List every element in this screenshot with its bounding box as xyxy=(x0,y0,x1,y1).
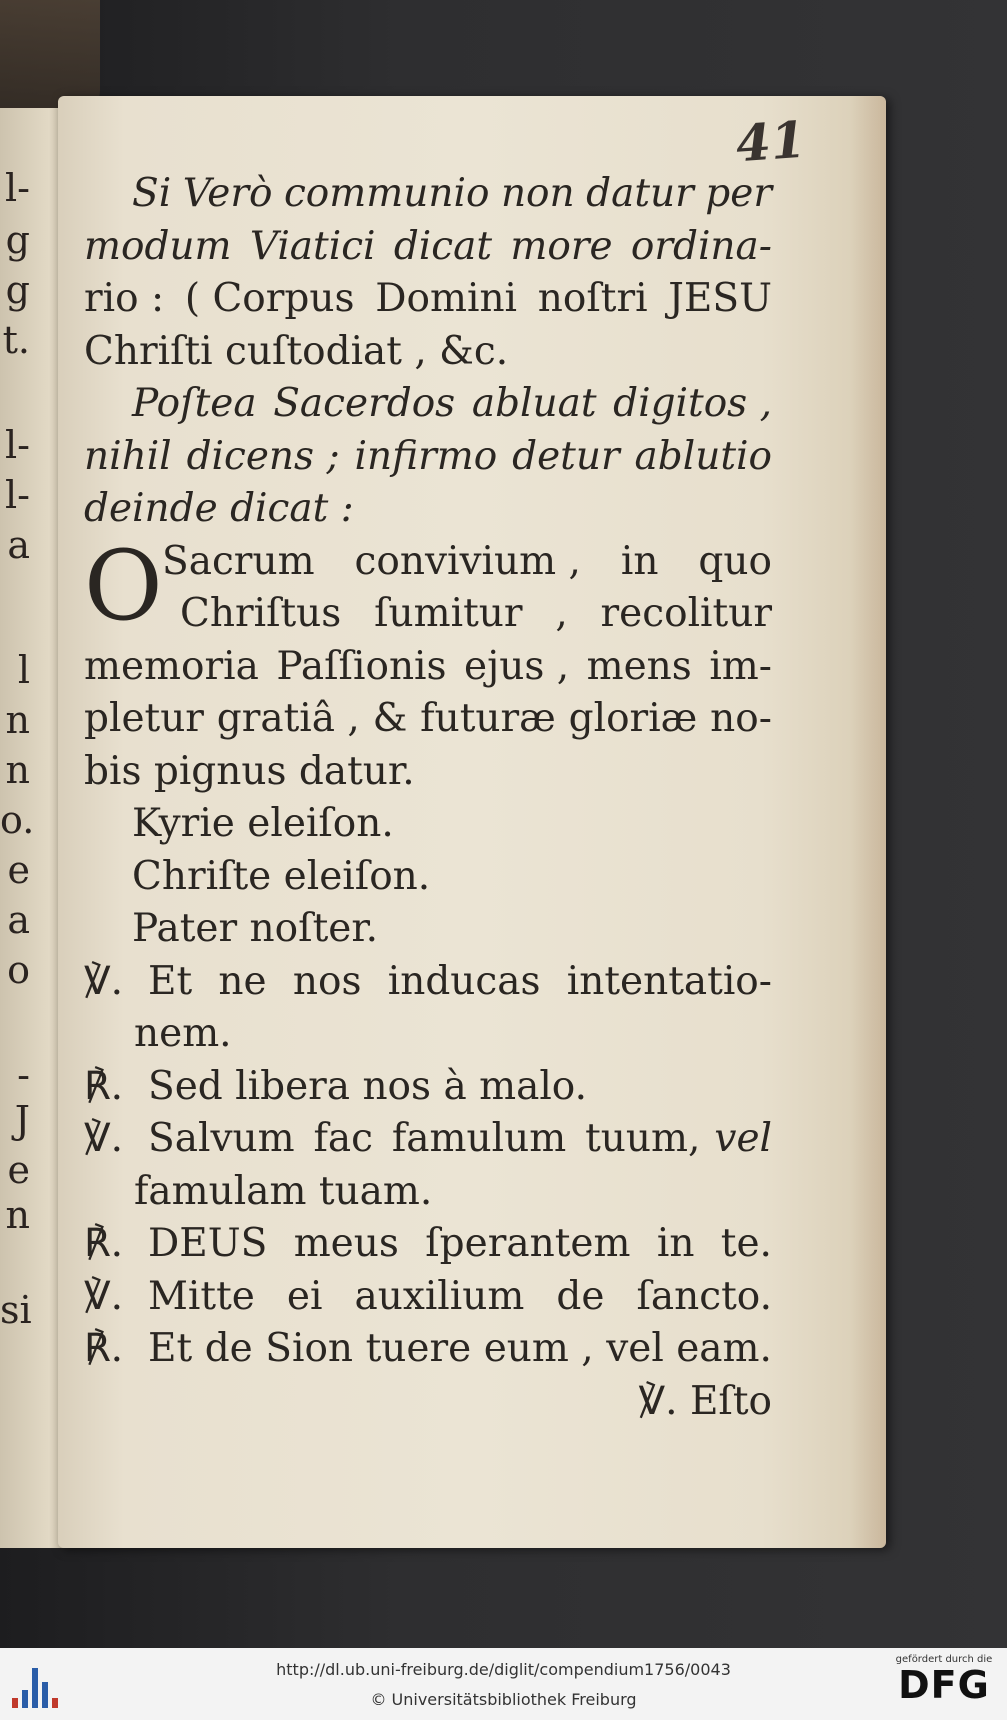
word: tuere xyxy=(365,1326,472,1371)
word: nos xyxy=(292,958,362,1004)
word: Salvum xyxy=(148,1116,295,1161)
response-line xyxy=(84,1323,772,1376)
word: auxilium xyxy=(354,1273,525,1319)
word: infirmo xyxy=(354,433,498,479)
response-symbol: ℟. xyxy=(84,1326,124,1371)
dfg-wordmark: DFG xyxy=(898,1663,990,1707)
text-line: Chriſte eleiſon. xyxy=(132,853,431,899)
previous-page-fragment: J xyxy=(14,1098,30,1142)
text-line: deinde dicat : xyxy=(84,486,354,531)
word: , xyxy=(555,591,568,636)
text-line: bis pignus datur. xyxy=(84,748,415,794)
response-symbol: ℟. xyxy=(84,1063,124,1109)
word: de xyxy=(556,1273,605,1319)
previous-page-fragment: n xyxy=(5,1193,30,1237)
word: vel eam. xyxy=(606,1326,772,1371)
word: gloriæ xyxy=(568,696,698,741)
source-url-link[interactable]: http://dl.ub.uni-freiburg.de/diglit/compendium1756/0043 xyxy=(276,1660,731,1679)
word: meus xyxy=(293,1221,399,1266)
word: more xyxy=(510,223,613,269)
dfg-logo xyxy=(889,1654,999,1705)
word: tuum, xyxy=(585,1116,701,1161)
versicle-symbol: ℣. xyxy=(84,1116,124,1161)
text-line: famulam tuam. xyxy=(134,1168,433,1214)
folio-number: 41 xyxy=(734,109,808,174)
previous-page-fragment: n xyxy=(5,748,30,792)
word: datur xyxy=(586,171,694,216)
previous-page-fragment: o. xyxy=(0,798,35,842)
word: digitos , xyxy=(613,381,772,426)
word: non xyxy=(500,171,575,216)
footer-bar xyxy=(0,1648,1007,1720)
word: pletur xyxy=(84,696,204,741)
versicle-text xyxy=(148,1271,772,1324)
word: noſtri xyxy=(537,276,648,321)
word: famulum xyxy=(391,1116,567,1161)
word: Paſſionis xyxy=(276,643,447,689)
text-line: Kyrie eleiſon. xyxy=(132,801,394,846)
previous-page-fragment: t. xyxy=(2,318,30,362)
word: ejus , xyxy=(464,643,570,689)
text-line xyxy=(84,588,772,641)
previous-page-fragment: a xyxy=(7,898,30,942)
previous-page-fragment: g xyxy=(5,218,30,262)
versicle-symbol: ℣. xyxy=(84,958,124,1004)
text-line: Chriſti cuſtodiat , &c. xyxy=(84,328,509,374)
word: Domini xyxy=(375,276,518,321)
text-line xyxy=(84,431,772,484)
word: Et xyxy=(148,958,193,1004)
vel-word: vel xyxy=(714,1116,772,1161)
text-line xyxy=(84,536,772,589)
versicle-line xyxy=(84,1113,772,1166)
word: no- xyxy=(710,696,772,741)
word: rio : xyxy=(84,276,165,321)
previous-page-fragment: n xyxy=(5,698,30,742)
word: ne xyxy=(218,958,267,1004)
drop-cap-paragraph xyxy=(84,529,772,642)
previous-page-fragment: l- xyxy=(5,423,30,467)
previous-page-fragment: e xyxy=(7,1148,30,1192)
word: Et xyxy=(148,1326,193,1371)
previous-page-fragment: si xyxy=(0,1288,32,1332)
versicle-symbol: ℣. xyxy=(84,1273,124,1319)
response-line xyxy=(84,1061,772,1114)
response-text xyxy=(148,1323,772,1376)
word: ſperantem xyxy=(425,1221,631,1266)
drop-cap: O xyxy=(84,529,163,642)
word: mens xyxy=(586,643,692,689)
word: Viatici xyxy=(249,223,376,269)
previous-page-fragment: e xyxy=(7,848,30,892)
word: Si xyxy=(132,171,172,216)
word: in xyxy=(656,1221,695,1266)
previous-page-fragment: - xyxy=(17,1053,30,1097)
word: Sacrum xyxy=(162,538,315,584)
text-line xyxy=(84,641,772,694)
previous-page-fragment: l- xyxy=(5,166,30,210)
word: DEUS xyxy=(148,1221,268,1266)
response-text xyxy=(148,1218,772,1271)
text-line xyxy=(84,693,772,746)
word: Chriſtus xyxy=(180,591,342,636)
word: convivium , xyxy=(354,538,581,584)
word: detur xyxy=(512,433,620,479)
word: inducas xyxy=(387,958,541,1004)
catchword: ℣. Eſto xyxy=(638,1378,772,1424)
word: ſancto. xyxy=(636,1273,772,1319)
text-line: Pater noſter. xyxy=(132,906,379,951)
word: gratiâ , xyxy=(216,696,360,741)
copyright-text: © Universitätsbibliothek Freiburg xyxy=(370,1690,637,1709)
word: eum , xyxy=(483,1326,594,1371)
previous-page-fragment: l- xyxy=(5,473,30,517)
word: nihil xyxy=(84,433,172,479)
previous-page-fragment: g xyxy=(5,268,30,312)
versicle-line xyxy=(84,1271,772,1324)
text-line xyxy=(84,168,772,221)
word: ei xyxy=(286,1273,323,1319)
previous-page-fragment: a xyxy=(7,523,30,567)
versicle-text xyxy=(148,1113,772,1166)
word: Sacerdos xyxy=(273,381,456,426)
versicle-words xyxy=(148,1113,714,1166)
word: Poſtea xyxy=(132,381,257,426)
word: dicat xyxy=(393,223,493,269)
page-text xyxy=(84,168,772,1428)
response-symbol: ℟. xyxy=(84,1221,124,1266)
word: ſumitur xyxy=(374,591,523,636)
previous-page-fragment: o xyxy=(7,948,30,992)
word: futuræ xyxy=(420,696,556,741)
word: Mitte xyxy=(148,1273,255,1319)
text-line xyxy=(84,378,772,431)
word: memoria xyxy=(84,643,259,689)
word: fac xyxy=(313,1116,373,1161)
word: Sion xyxy=(265,1326,354,1371)
word: Verò xyxy=(182,171,273,216)
previous-page-fragment: l xyxy=(17,648,30,692)
word: modum xyxy=(84,223,232,269)
word: ( Corpus xyxy=(184,276,355,321)
word: JESU xyxy=(668,276,772,321)
response-text: Sed libera nos à malo. xyxy=(148,1063,587,1109)
text-line: nem. xyxy=(134,1011,232,1056)
word: ordina- xyxy=(630,223,772,269)
word: dicens ; xyxy=(186,433,340,479)
word: de xyxy=(204,1326,253,1371)
word: im- xyxy=(709,643,772,689)
response-line xyxy=(84,1218,772,1271)
word: intentatio- xyxy=(566,958,772,1004)
word: per xyxy=(705,171,772,216)
versicle-text xyxy=(148,956,772,1009)
word: & xyxy=(372,696,408,741)
word: communio xyxy=(283,171,490,216)
word: recolitur xyxy=(600,591,772,636)
word: quo xyxy=(698,538,772,584)
dfg-caption: gefördert durch die xyxy=(895,1654,993,1665)
text-line xyxy=(84,273,772,326)
text-line xyxy=(84,221,772,274)
word: te. xyxy=(720,1221,772,1266)
word: in xyxy=(620,538,659,584)
word: ablutio xyxy=(634,433,772,479)
versicle-line xyxy=(84,956,772,1009)
word: abluat xyxy=(471,381,597,426)
